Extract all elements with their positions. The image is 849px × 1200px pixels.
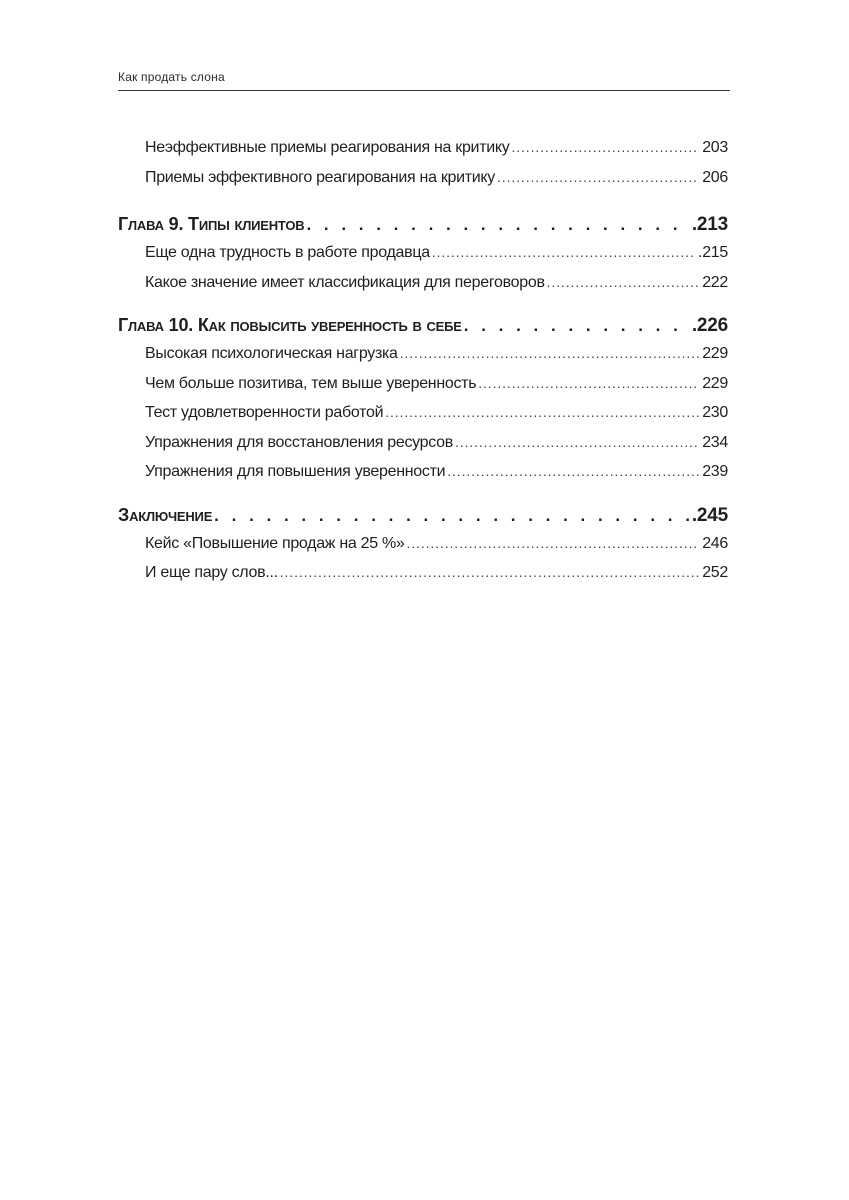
dot-leader xyxy=(511,139,699,157)
toc-chapter xyxy=(118,505,728,535)
toc-entry-page: 246 xyxy=(702,534,728,552)
toc-entry-page: .215 xyxy=(698,244,728,261)
dot-leader xyxy=(547,274,700,292)
toc-chapter xyxy=(118,214,728,244)
dot-leader xyxy=(447,463,699,481)
toc-entry-title: Еще одна трудность в работе продавца xyxy=(145,244,430,261)
toc-entry-title: Чем больше позитива, тем выше уверенность xyxy=(145,374,477,392)
toc-entry xyxy=(118,434,728,464)
toc-entry-title: Неэффективные приемы реагирования на критику xyxy=(145,139,510,156)
dot-leader xyxy=(478,375,699,393)
toc-entry-page: 234 xyxy=(702,433,728,451)
toc-entry-page: 230 xyxy=(702,404,728,421)
toc-entry-title: Кейс «Повышение продаж на 25 %» xyxy=(145,534,405,552)
toc-entry xyxy=(118,463,728,493)
dot-leader xyxy=(464,315,689,336)
toc-entry xyxy=(118,169,728,199)
toc-entry xyxy=(118,274,728,304)
toc-entry-page: 252 xyxy=(702,564,728,581)
running-head: Как продать слона xyxy=(118,70,225,84)
toc-entry xyxy=(118,345,728,375)
toc-chapter xyxy=(118,315,728,345)
dot-leader xyxy=(407,535,700,553)
toc-entry xyxy=(118,375,728,405)
dot-leader xyxy=(385,404,699,422)
toc-entry xyxy=(118,244,728,274)
toc-chapter-page: .245 xyxy=(691,504,728,526)
toc-entry xyxy=(118,404,728,434)
toc-chapter-page: .226 xyxy=(691,315,728,336)
toc-entry xyxy=(118,139,728,169)
toc-entry-page: 229 xyxy=(702,345,728,362)
toc-entry-title: И еще пару слов... xyxy=(145,564,278,581)
toc-entry-title: Упражнения для восстановления ресурсов xyxy=(145,433,453,451)
toc-entry-page: 239 xyxy=(702,463,728,480)
dot-leader xyxy=(214,505,689,526)
toc-entry-page: 222 xyxy=(702,273,728,291)
toc-entry xyxy=(118,564,728,594)
dot-leader xyxy=(400,345,700,363)
toc-entry-title: Упражнения для повышения уверенности xyxy=(145,463,446,480)
dot-leader xyxy=(497,169,699,187)
dot-leader xyxy=(432,244,695,262)
toc-chapter-page: .213 xyxy=(691,214,728,235)
toc-entry-title: Какое значение имеет классификация для переговоров xyxy=(145,273,545,291)
toc-entry-page: 206 xyxy=(702,168,728,186)
toc-entry-title: Приемы эффективного реагирования на критику xyxy=(145,168,496,186)
table-of-contents xyxy=(118,139,728,594)
toc-chapter-title: Глава 9. Типы клиентов xyxy=(118,214,305,234)
toc-entry-page: 203 xyxy=(702,139,728,156)
toc-entry-title: Тест удовлетворенности работой xyxy=(145,404,384,421)
toc-entry-title: Высокая психологическая нагрузка xyxy=(145,345,398,362)
header-rule xyxy=(118,90,730,91)
dot-leader xyxy=(455,434,699,452)
dot-leader xyxy=(280,564,699,582)
dot-leader xyxy=(306,214,688,235)
toc-chapter-title: Глава 10. Как повысить уверенность в себе xyxy=(118,315,462,335)
toc-entry xyxy=(118,535,728,565)
toc-chapter-title: Заключение xyxy=(118,504,213,525)
toc-entry-page: 229 xyxy=(702,374,728,392)
